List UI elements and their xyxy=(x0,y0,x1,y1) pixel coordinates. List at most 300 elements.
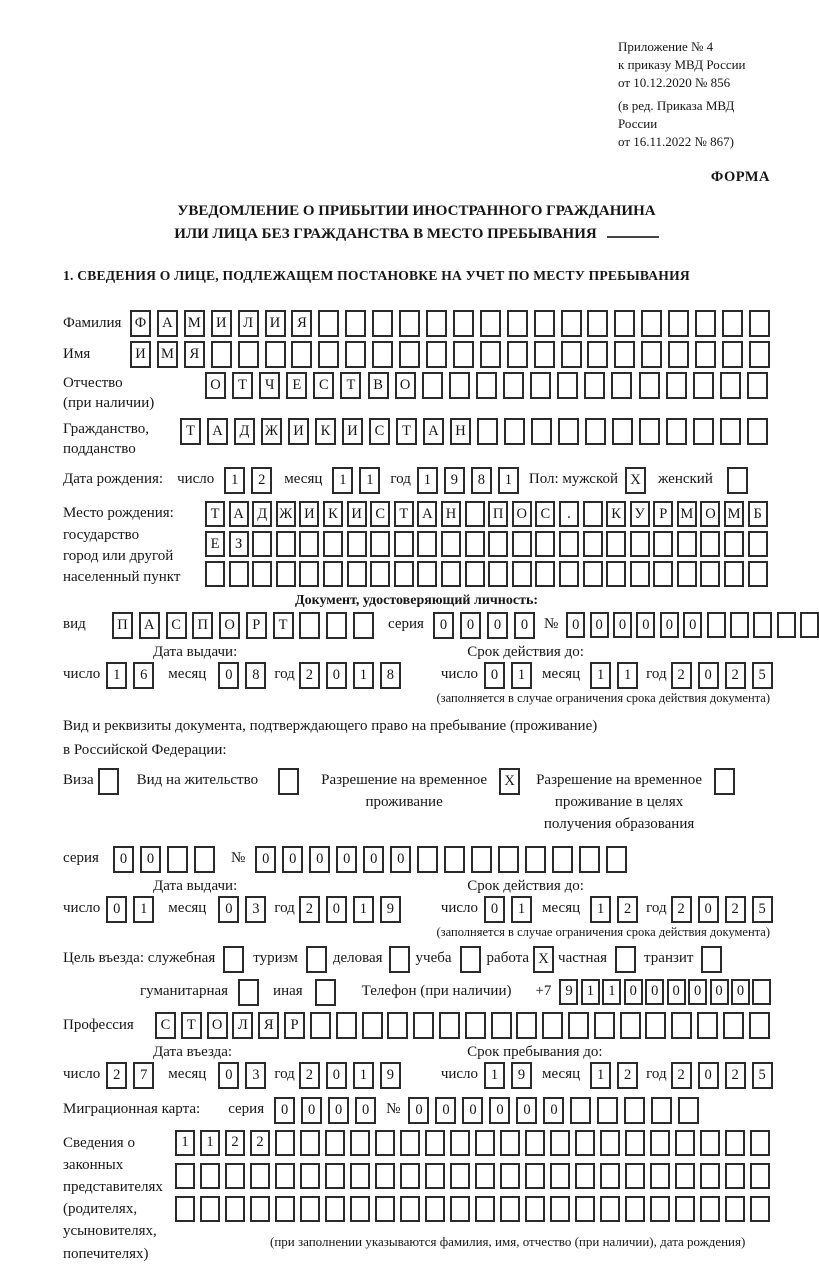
char-cell[interactable]: 0 xyxy=(484,662,505,689)
char-cell[interactable] xyxy=(471,846,492,873)
char-cell[interactable] xyxy=(724,531,744,557)
char-cell[interactable] xyxy=(650,1130,670,1156)
char-cell[interactable]: Ф xyxy=(130,310,151,337)
char-cell[interactable] xyxy=(200,1196,220,1222)
char-cell[interactable] xyxy=(559,561,579,587)
char-cell[interactable] xyxy=(291,341,312,368)
char-cell[interactable] xyxy=(426,310,447,337)
char-cell[interactable] xyxy=(441,531,461,557)
char-cell[interactable]: Т xyxy=(205,501,225,527)
transit-checkbox[interactable] xyxy=(701,946,722,973)
char-cell[interactable] xyxy=(575,1196,595,1222)
char-cell[interactable]: 0 xyxy=(326,1062,347,1089)
char-cell[interactable] xyxy=(559,531,579,557)
char-cell[interactable] xyxy=(175,1196,195,1222)
char-cell[interactable] xyxy=(465,561,485,587)
char-cell[interactable]: 2 xyxy=(671,896,692,923)
char-cell[interactable]: А xyxy=(139,612,160,639)
char-cell[interactable] xyxy=(476,372,497,399)
char-cell[interactable] xyxy=(695,341,716,368)
char-cell[interactable]: О xyxy=(207,1012,228,1039)
char-cell[interactable] xyxy=(475,1196,495,1222)
char-cell[interactable]: Л xyxy=(238,310,259,337)
char-cell[interactable] xyxy=(753,612,772,638)
char-cell[interactable]: 1 xyxy=(417,467,438,494)
char-cell[interactable]: 1 xyxy=(353,896,374,923)
char-cell[interactable]: Н xyxy=(441,501,461,527)
char-cell[interactable] xyxy=(453,341,474,368)
char-cell[interactable]: А xyxy=(157,310,178,337)
char-cell[interactable] xyxy=(668,341,689,368)
char-cell[interactable]: А xyxy=(207,418,228,445)
char-cell[interactable] xyxy=(641,341,662,368)
char-cell[interactable] xyxy=(225,1196,245,1222)
char-cell[interactable]: 9 xyxy=(559,979,578,1005)
char-cell[interactable] xyxy=(531,418,552,445)
char-cell[interactable] xyxy=(300,1163,320,1189)
char-cell[interactable] xyxy=(503,372,524,399)
char-cell[interactable] xyxy=(748,531,768,557)
char-cell[interactable]: 9 xyxy=(380,1062,401,1089)
char-cell[interactable] xyxy=(750,1130,770,1156)
char-cell[interactable]: 9 xyxy=(511,1062,532,1089)
char-cell[interactable] xyxy=(641,310,662,337)
char-cell[interactable]: 0 xyxy=(390,846,411,873)
visa-checkbox[interactable] xyxy=(98,768,119,795)
char-cell[interactable]: 9 xyxy=(380,896,401,923)
private-checkbox[interactable] xyxy=(615,946,636,973)
char-cell[interactable] xyxy=(450,1196,470,1222)
char-cell[interactable] xyxy=(550,1163,570,1189)
char-cell[interactable] xyxy=(720,418,741,445)
char-cell[interactable]: 1 xyxy=(200,1130,220,1156)
char-cell[interactable] xyxy=(362,1012,383,1039)
char-cell[interactable] xyxy=(375,1163,395,1189)
char-cell[interactable] xyxy=(375,1196,395,1222)
char-cell[interactable]: 0 xyxy=(363,846,384,873)
char-cell[interactable] xyxy=(700,1196,720,1222)
char-cell[interactable] xyxy=(749,341,770,368)
char-cell[interactable]: 0 xyxy=(487,612,508,639)
char-cell[interactable] xyxy=(700,1163,720,1189)
char-cell[interactable] xyxy=(525,846,546,873)
char-cell[interactable] xyxy=(323,531,343,557)
char-cell[interactable]: 8 xyxy=(471,467,492,494)
char-cell[interactable]: С xyxy=(313,372,334,399)
char-cell[interactable]: С xyxy=(535,501,555,527)
char-cell[interactable] xyxy=(600,1130,620,1156)
char-cell[interactable] xyxy=(611,372,632,399)
char-cell[interactable] xyxy=(300,1130,320,1156)
char-cell[interactable]: 8 xyxy=(245,662,266,689)
char-cell[interactable]: Т xyxy=(394,501,414,527)
char-cell[interactable] xyxy=(299,561,319,587)
char-cell[interactable] xyxy=(750,1196,770,1222)
char-cell[interactable]: 0 xyxy=(218,896,239,923)
char-cell[interactable] xyxy=(575,1130,595,1156)
char-cell[interactable]: М xyxy=(677,501,697,527)
char-cell[interactable] xyxy=(325,1130,345,1156)
char-cell[interactable] xyxy=(600,1196,620,1222)
char-cell[interactable] xyxy=(425,1130,445,1156)
char-cell[interactable] xyxy=(200,1163,220,1189)
char-cell[interactable]: 0 xyxy=(698,662,719,689)
char-cell[interactable] xyxy=(276,561,296,587)
char-cell[interactable] xyxy=(475,1130,495,1156)
char-cell[interactable]: 0 xyxy=(255,846,276,873)
char-cell[interactable]: И xyxy=(211,310,232,337)
char-cell[interactable]: Ч xyxy=(259,372,280,399)
char-cell[interactable] xyxy=(453,310,474,337)
char-cell[interactable] xyxy=(252,561,272,587)
char-cell[interactable] xyxy=(630,561,650,587)
char-cell[interactable]: 1 xyxy=(353,1062,374,1089)
char-cell[interactable] xyxy=(525,1196,545,1222)
char-cell[interactable] xyxy=(300,1196,320,1222)
char-cell[interactable] xyxy=(558,418,579,445)
char-cell[interactable] xyxy=(777,612,796,638)
char-cell[interactable]: 2 xyxy=(617,896,638,923)
char-cell[interactable] xyxy=(507,341,528,368)
char-cell[interactable] xyxy=(488,531,508,557)
char-cell[interactable]: А xyxy=(423,418,444,445)
male-checkbox[interactable]: X xyxy=(625,467,646,494)
char-cell[interactable] xyxy=(525,1130,545,1156)
char-cell[interactable] xyxy=(552,846,573,873)
char-cell[interactable]: 2 xyxy=(251,467,272,494)
char-cell[interactable]: 0 xyxy=(516,1097,537,1124)
char-cell[interactable] xyxy=(748,561,768,587)
char-cell[interactable] xyxy=(561,310,582,337)
char-cell[interactable] xyxy=(651,1097,672,1124)
char-cell[interactable] xyxy=(325,1196,345,1222)
char-cell[interactable] xyxy=(542,1012,563,1039)
char-cell[interactable] xyxy=(326,612,347,639)
char-cell[interactable] xyxy=(516,1012,537,1039)
char-cell[interactable]: 5 xyxy=(752,662,773,689)
char-cell[interactable] xyxy=(645,1012,666,1039)
char-cell[interactable]: 0 xyxy=(218,662,239,689)
residence-permit-checkbox[interactable] xyxy=(278,768,299,795)
char-cell[interactable] xyxy=(606,561,626,587)
char-cell[interactable]: 5 xyxy=(752,896,773,923)
char-cell[interactable] xyxy=(723,1012,744,1039)
char-cell[interactable] xyxy=(557,372,578,399)
char-cell[interactable]: 5 xyxy=(752,1062,773,1089)
char-cell[interactable]: К xyxy=(323,501,343,527)
char-cell[interactable] xyxy=(250,1196,270,1222)
char-cell[interactable]: 0 xyxy=(710,979,729,1005)
char-cell[interactable]: 0 xyxy=(731,979,750,1005)
char-cell[interactable] xyxy=(417,531,437,557)
char-cell[interactable] xyxy=(722,341,743,368)
char-cell[interactable]: 1 xyxy=(106,662,127,689)
other-checkbox[interactable] xyxy=(315,979,336,1006)
char-cell[interactable]: И xyxy=(347,501,367,527)
char-cell[interactable] xyxy=(318,310,339,337)
char-cell[interactable] xyxy=(612,418,633,445)
char-cell[interactable]: 6 xyxy=(133,662,154,689)
char-cell[interactable]: П xyxy=(488,501,508,527)
char-cell[interactable] xyxy=(570,1097,591,1124)
char-cell[interactable]: Л xyxy=(232,1012,253,1039)
char-cell[interactable] xyxy=(666,418,687,445)
char-cell[interactable] xyxy=(375,1130,395,1156)
char-cell[interactable] xyxy=(399,341,420,368)
char-cell[interactable] xyxy=(394,561,414,587)
char-cell[interactable]: 3 xyxy=(245,896,266,923)
char-cell[interactable]: 0 xyxy=(698,1062,719,1089)
char-cell[interactable]: 0 xyxy=(613,612,632,638)
char-cell[interactable] xyxy=(530,372,551,399)
char-cell[interactable] xyxy=(167,846,188,873)
char-cell[interactable] xyxy=(441,561,461,587)
char-cell[interactable] xyxy=(725,1163,745,1189)
char-cell[interactable] xyxy=(550,1196,570,1222)
char-cell[interactable]: О xyxy=(395,372,416,399)
char-cell[interactable]: 1 xyxy=(133,896,154,923)
char-cell[interactable] xyxy=(477,418,498,445)
char-cell[interactable]: 1 xyxy=(359,467,380,494)
char-cell[interactable]: И xyxy=(299,501,319,527)
char-cell[interactable] xyxy=(700,561,720,587)
char-cell[interactable]: 0 xyxy=(328,1097,349,1124)
char-cell[interactable] xyxy=(347,561,367,587)
char-cell[interactable]: 1 xyxy=(617,662,638,689)
char-cell[interactable] xyxy=(625,1196,645,1222)
char-cell[interactable]: Н xyxy=(450,418,471,445)
char-cell[interactable]: 1 xyxy=(590,1062,611,1089)
char-cell[interactable] xyxy=(630,531,650,557)
char-cell[interactable] xyxy=(225,1163,245,1189)
char-cell[interactable]: 0 xyxy=(435,1097,456,1124)
char-cell[interactable] xyxy=(449,372,470,399)
char-cell[interactable] xyxy=(587,310,608,337)
char-cell[interactable] xyxy=(465,1012,486,1039)
tourism-checkbox[interactable] xyxy=(306,946,327,973)
char-cell[interactable] xyxy=(512,531,532,557)
char-cell[interactable]: 0 xyxy=(698,896,719,923)
char-cell[interactable] xyxy=(422,372,443,399)
char-cell[interactable] xyxy=(561,341,582,368)
char-cell[interactable] xyxy=(426,341,447,368)
char-cell[interactable]: 1 xyxy=(590,896,611,923)
char-cell[interactable]: 0 xyxy=(326,896,347,923)
char-cell[interactable] xyxy=(747,372,768,399)
char-cell[interactable] xyxy=(512,561,532,587)
char-cell[interactable] xyxy=(749,1012,770,1039)
char-cell[interactable] xyxy=(606,846,627,873)
char-cell[interactable] xyxy=(597,1097,618,1124)
char-cell[interactable]: 1 xyxy=(332,467,353,494)
char-cell[interactable] xyxy=(238,341,259,368)
char-cell[interactable] xyxy=(594,1012,615,1039)
char-cell[interactable]: 2 xyxy=(299,1062,320,1089)
female-checkbox[interactable] xyxy=(727,467,748,494)
char-cell[interactable]: 0 xyxy=(489,1097,510,1124)
char-cell[interactable]: К xyxy=(606,501,626,527)
char-cell[interactable] xyxy=(252,531,272,557)
char-cell[interactable] xyxy=(211,341,232,368)
char-cell[interactable] xyxy=(568,1012,589,1039)
char-cell[interactable] xyxy=(700,531,720,557)
char-cell[interactable] xyxy=(697,1012,718,1039)
char-cell[interactable]: 2 xyxy=(299,896,320,923)
char-cell[interactable] xyxy=(444,846,465,873)
char-cell[interactable]: 2 xyxy=(225,1130,245,1156)
char-cell[interactable]: 0 xyxy=(460,612,481,639)
char-cell[interactable] xyxy=(323,561,343,587)
char-cell[interactable]: 0 xyxy=(590,612,609,638)
char-cell[interactable] xyxy=(299,531,319,557)
char-cell[interactable] xyxy=(722,310,743,337)
char-cell[interactable] xyxy=(500,1196,520,1222)
char-cell[interactable] xyxy=(695,310,716,337)
char-cell[interactable]: В xyxy=(368,372,389,399)
char-cell[interactable]: И xyxy=(342,418,363,445)
char-cell[interactable] xyxy=(229,561,249,587)
char-cell[interactable]: Я xyxy=(291,310,312,337)
char-cell[interactable] xyxy=(749,310,770,337)
char-cell[interactable] xyxy=(394,531,414,557)
char-cell[interactable] xyxy=(417,561,437,587)
char-cell[interactable] xyxy=(275,1163,295,1189)
commercial-checkbox[interactable] xyxy=(389,946,410,973)
char-cell[interactable]: 0 xyxy=(688,979,707,1005)
char-cell[interactable] xyxy=(265,341,286,368)
study-checkbox[interactable] xyxy=(460,946,481,973)
char-cell[interactable] xyxy=(504,418,525,445)
char-cell[interactable]: С xyxy=(155,1012,176,1039)
char-cell[interactable]: 0 xyxy=(282,846,303,873)
char-cell[interactable] xyxy=(500,1163,520,1189)
char-cell[interactable]: 0 xyxy=(645,979,664,1005)
char-cell[interactable]: 2 xyxy=(725,662,746,689)
char-cell[interactable] xyxy=(439,1012,460,1039)
char-cell[interactable] xyxy=(725,1196,745,1222)
char-cell[interactable]: 0 xyxy=(274,1097,295,1124)
char-cell[interactable]: О xyxy=(219,612,240,639)
char-cell[interactable] xyxy=(299,612,320,639)
char-cell[interactable] xyxy=(677,531,697,557)
char-cell[interactable]: 3 xyxy=(245,1062,266,1089)
char-cell[interactable]: Я xyxy=(184,341,205,368)
char-cell[interactable]: 7 xyxy=(133,1062,154,1089)
char-cell[interactable] xyxy=(413,1012,434,1039)
char-cell[interactable] xyxy=(372,341,393,368)
char-cell[interactable] xyxy=(350,1130,370,1156)
char-cell[interactable]: 2 xyxy=(671,1062,692,1089)
char-cell[interactable] xyxy=(345,310,366,337)
char-cell[interactable] xyxy=(800,612,819,638)
char-cell[interactable]: 0 xyxy=(543,1097,564,1124)
char-cell[interactable] xyxy=(276,531,296,557)
char-cell[interactable]: 1 xyxy=(484,1062,505,1089)
char-cell[interactable]: 0 xyxy=(301,1097,322,1124)
char-cell[interactable]: А xyxy=(417,501,437,527)
char-cell[interactable] xyxy=(535,561,555,587)
char-cell[interactable] xyxy=(535,531,555,557)
temp-residence-edu-checkbox[interactable] xyxy=(714,768,735,795)
char-cell[interactable]: З xyxy=(229,531,249,557)
char-cell[interactable]: П xyxy=(112,612,133,639)
char-cell[interactable]: Я xyxy=(258,1012,279,1039)
char-cell[interactable]: С xyxy=(166,612,187,639)
char-cell[interactable] xyxy=(350,1163,370,1189)
char-cell[interactable] xyxy=(205,561,225,587)
char-cell[interactable] xyxy=(678,1097,699,1124)
char-cell[interactable]: 0 xyxy=(624,979,643,1005)
char-cell[interactable] xyxy=(399,310,420,337)
char-cell[interactable] xyxy=(675,1163,695,1189)
char-cell[interactable]: 1 xyxy=(175,1130,195,1156)
char-cell[interactable]: О xyxy=(700,501,720,527)
char-cell[interactable] xyxy=(500,1130,520,1156)
char-cell[interactable]: Т xyxy=(273,612,294,639)
char-cell[interactable]: Ж xyxy=(276,501,296,527)
char-cell[interactable] xyxy=(693,372,714,399)
char-cell[interactable] xyxy=(653,531,673,557)
char-cell[interactable] xyxy=(575,1163,595,1189)
char-cell[interactable] xyxy=(310,1012,331,1039)
char-cell[interactable]: 0 xyxy=(514,612,535,639)
char-cell[interactable] xyxy=(587,341,608,368)
char-cell[interactable]: Е xyxy=(205,531,225,557)
char-cell[interactable] xyxy=(488,561,508,587)
char-cell[interactable] xyxy=(194,846,215,873)
char-cell[interactable] xyxy=(425,1163,445,1189)
char-cell[interactable] xyxy=(583,561,603,587)
char-cell[interactable] xyxy=(325,1163,345,1189)
char-cell[interactable]: У xyxy=(630,501,650,527)
char-cell[interactable]: Б xyxy=(748,501,768,527)
char-cell[interactable] xyxy=(625,1163,645,1189)
char-cell[interactable]: 0 xyxy=(408,1097,429,1124)
char-cell[interactable] xyxy=(480,310,501,337)
char-cell[interactable]: Р xyxy=(284,1012,305,1039)
char-cell[interactable]: О xyxy=(205,372,226,399)
char-cell[interactable]: М xyxy=(184,310,205,337)
char-cell[interactable] xyxy=(400,1196,420,1222)
char-cell[interactable]: П xyxy=(192,612,213,639)
char-cell[interactable] xyxy=(400,1130,420,1156)
char-cell[interactable] xyxy=(639,372,660,399)
char-cell[interactable] xyxy=(707,612,726,638)
char-cell[interactable]: 0 xyxy=(683,612,702,638)
char-cell[interactable]: 0 xyxy=(140,846,161,873)
char-cell[interactable] xyxy=(600,1163,620,1189)
char-cell[interactable] xyxy=(175,1163,195,1189)
char-cell[interactable] xyxy=(347,531,367,557)
char-cell[interactable]: Р xyxy=(653,501,673,527)
char-cell[interactable]: 1 xyxy=(511,896,532,923)
char-cell[interactable] xyxy=(525,1163,545,1189)
char-cell[interactable] xyxy=(750,1163,770,1189)
char-cell[interactable] xyxy=(624,1097,645,1124)
char-cell[interactable] xyxy=(720,372,741,399)
char-cell[interactable]: 2 xyxy=(106,1062,127,1089)
char-cell[interactable]: 2 xyxy=(725,896,746,923)
char-cell[interactable] xyxy=(639,418,660,445)
char-cell[interactable] xyxy=(583,531,603,557)
char-cell[interactable] xyxy=(550,1130,570,1156)
char-cell[interactable] xyxy=(372,310,393,337)
work-checkbox[interactable]: X xyxy=(533,946,554,973)
char-cell[interactable] xyxy=(700,1130,720,1156)
char-cell[interactable]: 2 xyxy=(617,1062,638,1089)
char-cell[interactable]: 0 xyxy=(484,896,505,923)
char-cell[interactable]: 0 xyxy=(433,612,454,639)
